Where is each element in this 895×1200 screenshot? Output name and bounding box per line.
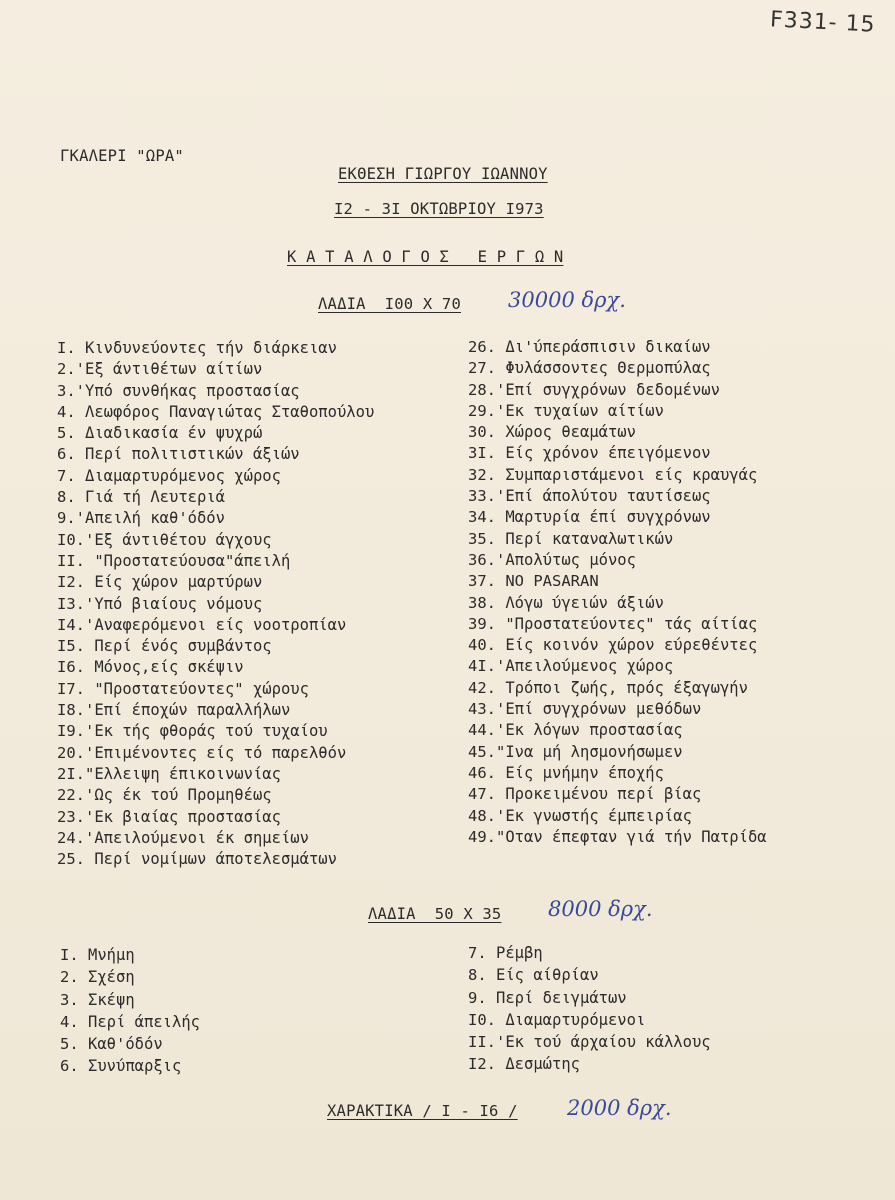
catalogue-item: 2.'Εξ άντιθέτων αίτίων [57, 360, 263, 379]
catalogue-item: I0. Διαμαρτυρόμενοι [468, 1010, 646, 1029]
catalogue-item: 26. Δι'ύπεράσπισιν δικαίων [468, 338, 711, 356]
catalogue-item: I9.'Εκ τής φθοράς τού τυχαίου [57, 722, 328, 741]
catalogue-item: 8. Είς αίθρίαν [468, 966, 599, 985]
catalogue-item: 28.'Επί συγχρόνων δεδομένων [468, 380, 720, 399]
catalogue-item: 5. Καθ'όδόν [60, 1035, 163, 1054]
catalogue-item: 38. Λόγω ύγειών άξιών [468, 593, 664, 612]
catalogue-item: 30. Χώρος θεαμάτων [468, 423, 636, 442]
catalogue-item: 46. Είς μνήμην έποχής [468, 763, 664, 782]
catalogue-item: I2. Είς χώρον μαρτύρων [57, 573, 263, 592]
catalogue-item: II.'Εκ τού άρχαίου κάλλους [468, 1033, 711, 1052]
catalogue-item: 39. "Προστατεύοντες" τάς αίτίας [468, 614, 758, 633]
catalogue-item: 33.'Επί άπολύτου ταυτίσεως [468, 487, 711, 506]
catalogue-item: II. "Προστατεύουσα"άπειλή [57, 551, 291, 570]
catalogue-item: I6. Μόνος,είς σκέψιν [57, 658, 244, 677]
catalogue-item: 29.'Εκ τυχαίων αίτίων [468, 401, 664, 420]
catalogue-item: 36.'Απολύτως μόνος [468, 550, 636, 569]
catalogue-item: 8. Γιά τή Λευτεριά [57, 488, 225, 507]
catalogue-item: I4.'Αναφερόμενοι είς νοοτροπίαν [57, 615, 347, 634]
catalogue-item: I. Κινδυνεύοντες τήν διάρκειαν [57, 339, 337, 357]
section1-left-list [57, 338, 374, 870]
catalogue-item: 4I.'Απειλούμενος χώρος [468, 657, 674, 676]
catalogue-item: 22.'Ως έκ τού Προμηθέως [57, 786, 272, 805]
section2-left-list [60, 944, 200, 1078]
gallery-name: ΓΚΑΛΕΡΙ "ΩΡΑ" [60, 147, 184, 165]
catalogue-item: 40. Είς κοινόν χώρον εύρεθέντες [468, 636, 758, 655]
section1-right-list [468, 337, 767, 848]
catalogue-item: 9. Περί δειγμάτων [468, 988, 627, 1007]
catalogue-item: 32. Συμπαριστάμενοι είς κραυγάς [468, 465, 758, 484]
catalogue-item: 37. NO PASARAN [468, 572, 599, 591]
catalogue-item: I. Μνήμη [60, 946, 135, 964]
catalogue-item: 7. Ρέμβη [468, 944, 543, 962]
catalogue-item: 6. Περί πολιτιστικών άξιών [57, 445, 300, 464]
catalogue-item: 2I."Ελλειψη έπικοινωνίας [57, 764, 281, 783]
catalogue-item: 6. Συνύπαρξις [60, 1057, 182, 1076]
section3-handwritten-price: 2000 δρχ. [567, 1096, 672, 1120]
catalogue-item: I8.'Επί έποχών παραλλήλων [57, 701, 291, 720]
catalogue-item: 9.'Απειλή καθ'όδόν [57, 509, 225, 528]
catalogue-item: 20.'Επιμένοντες είς τό παρελθόν [57, 743, 347, 762]
catalogue-item: 44.'Εκ λόγων προστασίας [468, 721, 683, 740]
catalogue-item: 24.'Απειλούμενοι έκ σημείων [57, 828, 309, 847]
catalogue-item: I2. Δεσμώτης [468, 1055, 580, 1074]
exhibition-title: ΕΚΘΕΣΗ ΓΙΩΡΓΟΥ ΙΩΑΝΝΟΥ [338, 165, 548, 183]
catalogue-item: 7. Διαμαρτυρόμενος χώρος [57, 466, 281, 485]
catalogue-item: 3I. Είς χρόνον έπειγόμενον [468, 444, 711, 463]
catalogue-item: 27. Φυλάσσοντες Θερμοπύλας [468, 359, 711, 378]
section2-handwritten-price: 8000 δρχ. [548, 897, 653, 921]
section1-handwritten-price: 30000 δρχ. [508, 288, 626, 312]
catalogue-item: I3.'Υπό βιαίους νόμους [57, 594, 263, 613]
catalogue-item: I5. Περί ένός συμβάντος [57, 637, 272, 656]
catalogue-item: I7. "Προστατεύοντες" χώρους [57, 679, 309, 698]
catalogue-item: 23.'Εκ βιαίας προστασίας [57, 807, 281, 826]
section3-heading: ΧΑΡΑΚΤΙΚΑ / I - I6 / [327, 1102, 518, 1120]
catalogue-item: 5. Διαδικασία έν ψυχρώ [57, 424, 263, 443]
catalogue-item: I0.'Εξ άντιθέτου άγχους [57, 530, 272, 549]
catalogue-item: 49."Οταν έπεφταν γιά τήν Πατρίδα [468, 827, 767, 846]
catalogue-item: 2. Σχέση [60, 968, 135, 987]
section2-right-list [468, 942, 711, 1076]
catalogue-item: 42. Τρόποι ζωής, πρός έξαγωγήν [468, 678, 748, 697]
catalogue-item: 3.'Υπό συνθήκας προστασίας [57, 381, 300, 400]
section2-heading: ΛΑΔΙΑ 50 X 35 [368, 905, 502, 923]
catalogue-item: 4. Λεωφόρος Παναγιώτας Σταθοπούλου [57, 402, 375, 421]
catalogue-item: 25. Περί νομίμων άποτελεσμάτων [57, 850, 337, 869]
catalogue-item: 43.'Επί συγχρόνων μεθόδων [468, 700, 702, 719]
catalogue-item: 47. Προκειμένου περί βίας [468, 785, 702, 804]
catalogue-item: 45."Ινα μή λησμονήσωμεν [468, 742, 683, 761]
catalogue-item: 34. Μαρτυρία έπί συγχρόνων [468, 508, 711, 527]
section1-heading: ΛΑΔΙΑ I00 X 70 [318, 295, 461, 313]
catalogue-heading: Κ Α Τ Α Λ Ο Γ Ο Σ Ε Ρ Γ Ω Ν [287, 248, 564, 266]
archive-reference-number: F331- 15 [769, 7, 877, 38]
catalogue-item: 3. Σκέψη [60, 990, 135, 1009]
catalogue-item: 48.'Εκ γνωστής έμπειρίας [468, 806, 692, 825]
catalogue-item: 4. Περί άπειλής [60, 1012, 200, 1031]
catalogue-item: 35. Περί καταναλωτικών [468, 529, 674, 548]
exhibition-dates: I2 - 3I ΟΚΤΩΒΡΙΟΥ I973 [334, 200, 544, 218]
